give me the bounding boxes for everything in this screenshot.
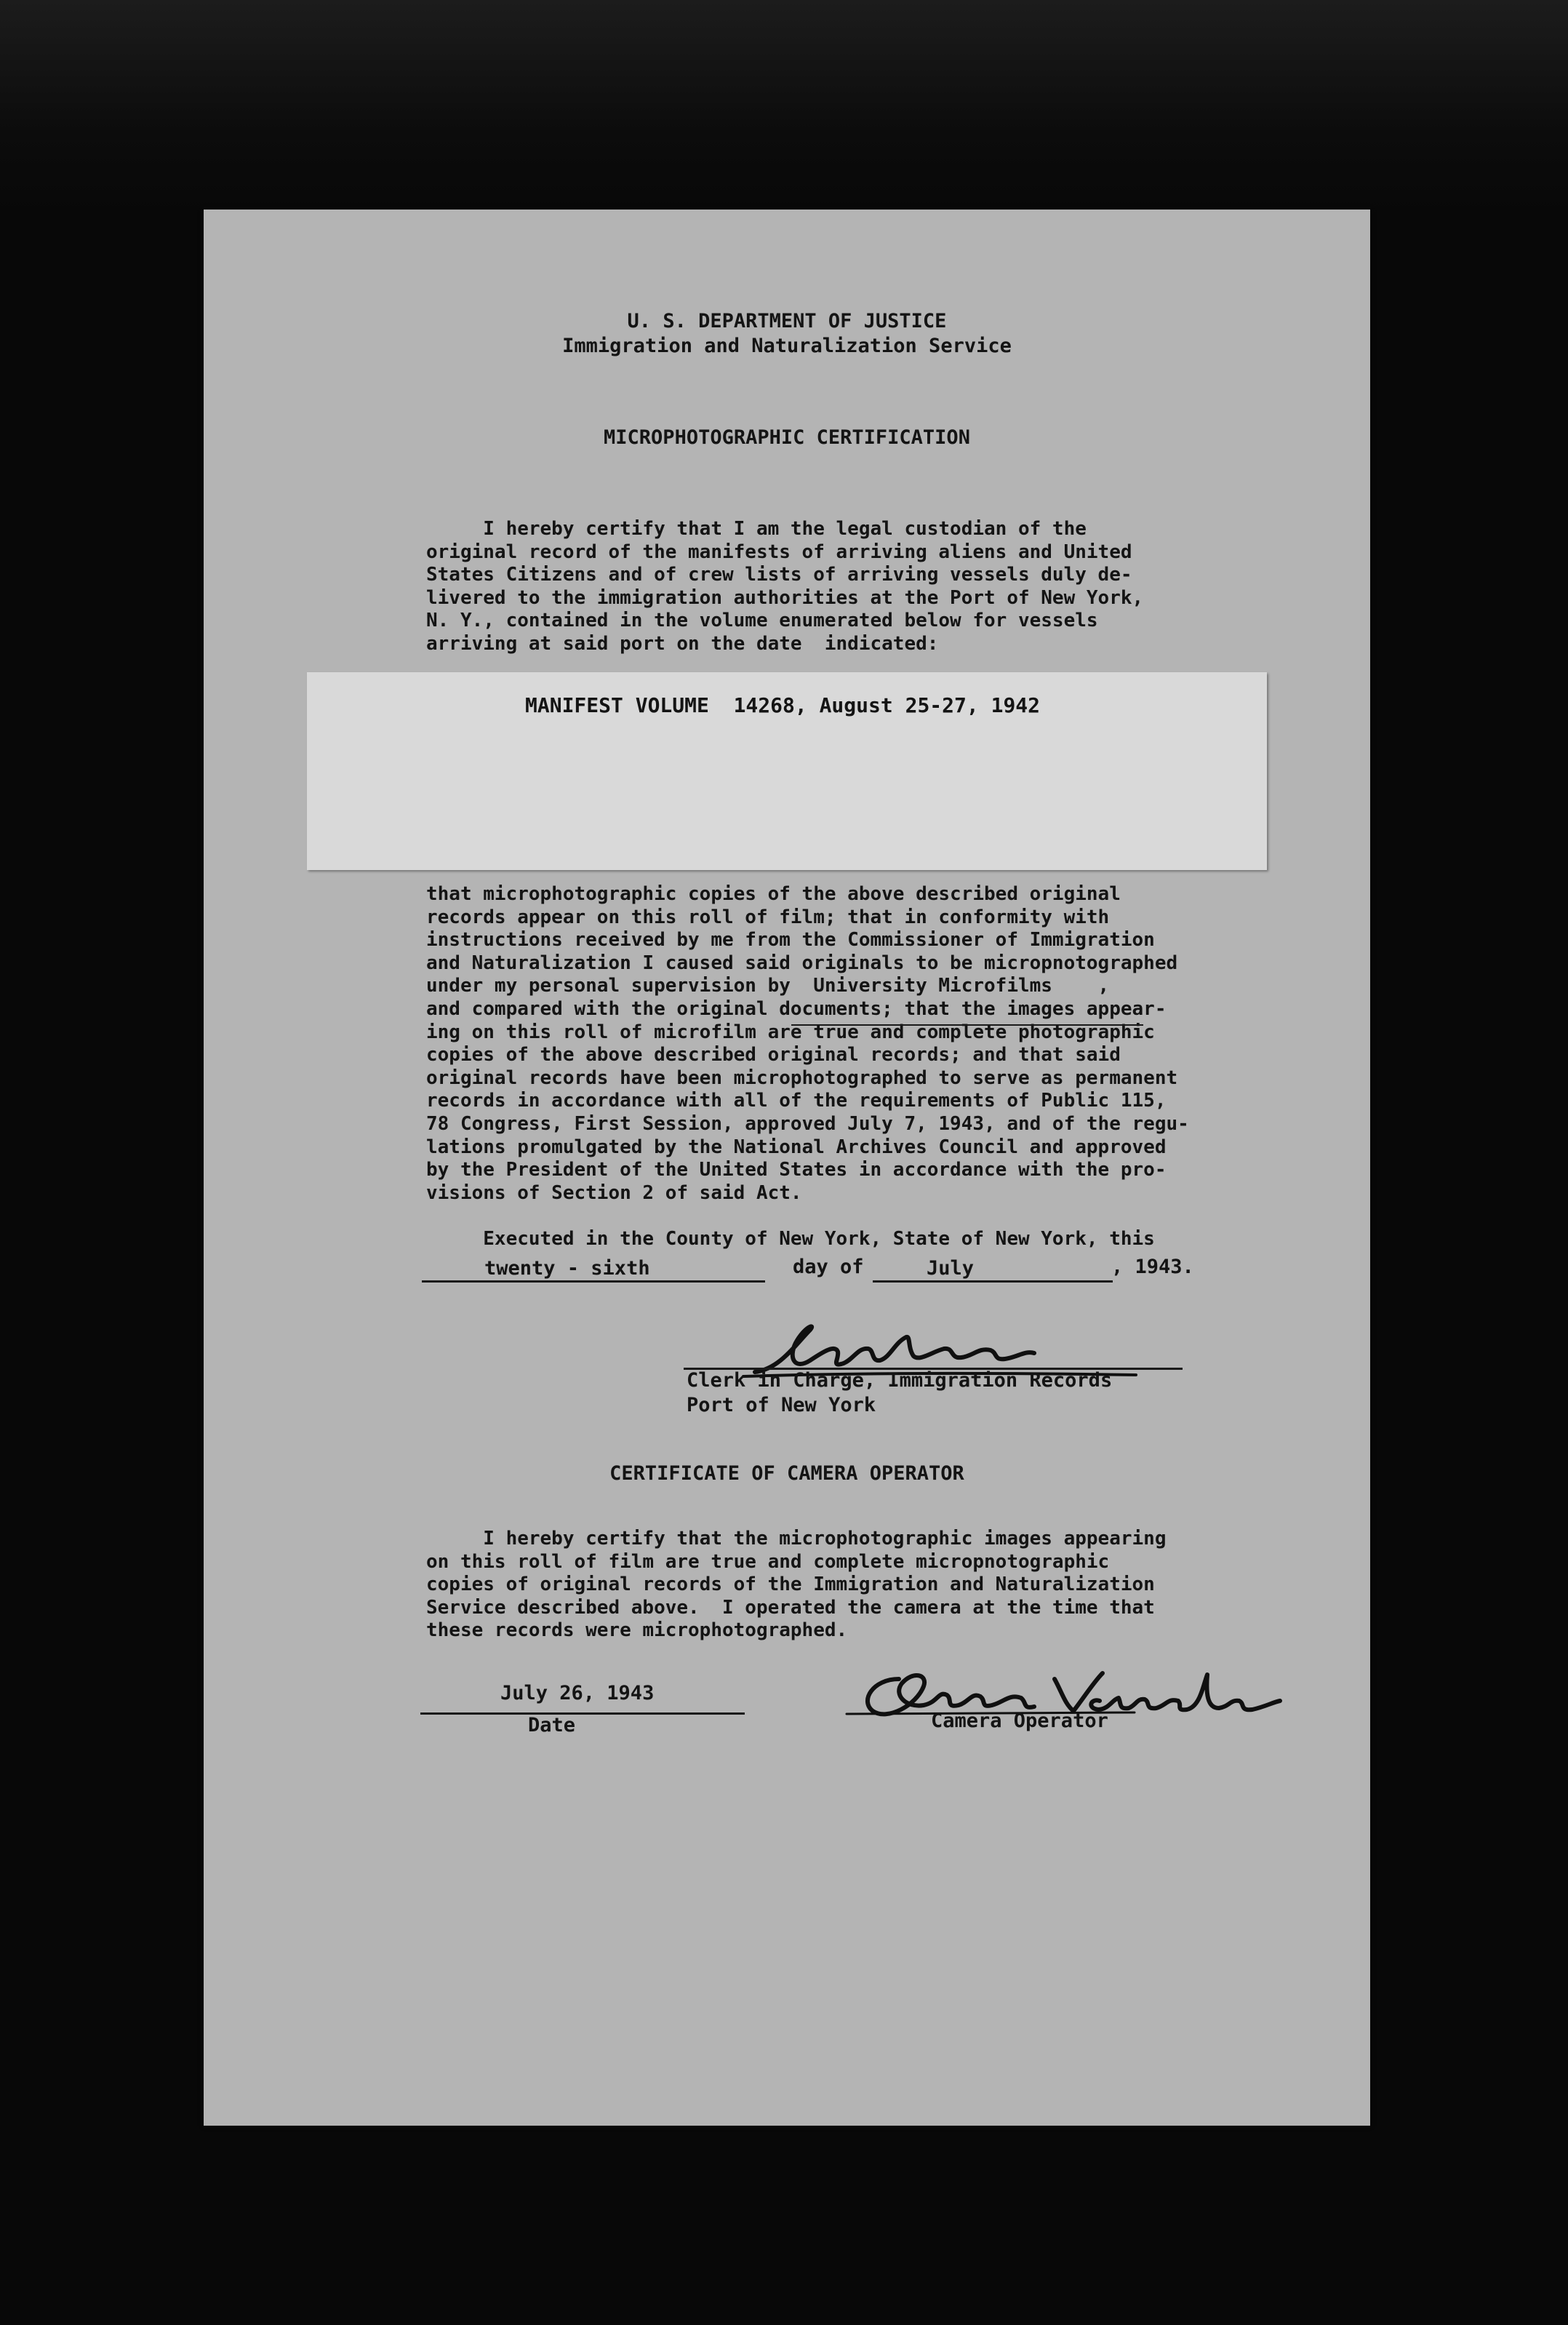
body-line: 78 Congress, First Session, approved July 7, 1943, and of the regu- xyxy=(426,1112,1189,1135)
camera-line: on this roll of film are true and complete micropnotographic xyxy=(426,1550,1110,1573)
clerk-office: Port of New York xyxy=(687,1394,876,1416)
body-line: records in accordance with all of the requirements of Public 115, xyxy=(426,1090,1167,1112)
manifest-volume: MANIFEST VOLUME 14268, August 25-27, 1942 xyxy=(525,693,1041,717)
body-paragraph xyxy=(426,883,1189,1205)
intro-line: States Citizens and of crew lists of arriving vessels duly de- xyxy=(426,564,1132,586)
camera-line: Service described above. I operated the camera at the time that xyxy=(426,1596,1155,1619)
intro-line: I hereby certify that I am the legal custodian of the xyxy=(426,518,1087,540)
intro-line: livered to the immigration authorities at the Port of New York, xyxy=(426,586,1144,609)
film-border xyxy=(0,0,1568,218)
date-label: Date xyxy=(528,1714,576,1736)
camera-operator-label: Camera Operator xyxy=(931,1710,1108,1732)
year-value: , 1943. xyxy=(1111,1256,1194,1278)
date-underline xyxy=(420,1712,745,1715)
body-line: under my personal supervision by University Microfilms , xyxy=(426,975,1110,997)
intro-paragraph xyxy=(426,518,1143,656)
body-line: original records have been microphotographed to serve as permanent xyxy=(426,1066,1178,1089)
day-of-label: day of xyxy=(793,1256,864,1278)
body-line: instructions received by me from the Commissioner of Immigration xyxy=(426,929,1155,952)
executed-text: Executed in the County of New York, State of New York, this xyxy=(426,1228,1155,1250)
intro-line: original record of the manifests of arriving aliens and United xyxy=(426,541,1132,563)
camera-paragraph xyxy=(426,1528,1166,1643)
certificate-page xyxy=(204,210,1370,2126)
manifest-slip xyxy=(307,672,1267,870)
intro-line: N. Y., contained in the volume enumerated below for vessels xyxy=(426,610,1098,632)
body-line: lations promulgated by the National Archives Council and approved xyxy=(426,1136,1167,1158)
executed-line xyxy=(426,1228,1155,1251)
body-line: that microphotographic copies of the above described original xyxy=(426,883,1121,905)
operator-date-value: July 26, 1943 xyxy=(500,1682,655,1704)
body-line: and compared with the original documents; that the images appear- xyxy=(426,997,1167,1020)
clerk-title: Clerk in Charge, Immigration Records xyxy=(687,1369,1113,1392)
month-underline xyxy=(873,1280,1113,1283)
month-value: July xyxy=(927,1257,975,1280)
microfilm-company-underline xyxy=(791,1024,1143,1026)
camera-line: copies of original records of the Immigration and Naturalization xyxy=(426,1574,1155,1596)
body-line: ing on this roll of microfilm are true and complete photographic xyxy=(426,1021,1155,1043)
body-line: copies of the above described original records; and that said xyxy=(426,1044,1121,1066)
body-line: and Naturalization I caused said originals to be micropnotographed xyxy=(426,952,1178,974)
body-line: visions of Section 2 of said Act. xyxy=(426,1181,802,1204)
certificate-title: MICROPHOTOGRAPHIC CERTIFICATION xyxy=(604,426,970,449)
department-heading: U. S. DEPARTMENT OF JUSTICE xyxy=(627,310,947,332)
body-line: by the President of the United States in accordance with the pro- xyxy=(426,1159,1167,1181)
camera-certificate-title: CERTIFICATE OF CAMERA OPERATOR xyxy=(609,1462,964,1485)
intro-line: arriving at said port on the date indicated: xyxy=(426,632,939,655)
body-line: records appear on this roll of film; that in conformity with xyxy=(426,906,1110,928)
service-heading: Immigration and Naturalization Service xyxy=(562,335,1012,357)
camera-line: these records were microphotographed. xyxy=(426,1619,848,1642)
camera-line: I hereby certify that the microphotographic images appearing xyxy=(426,1528,1167,1550)
day-underline xyxy=(422,1280,765,1283)
day-value: twenty - sixth xyxy=(484,1257,650,1280)
